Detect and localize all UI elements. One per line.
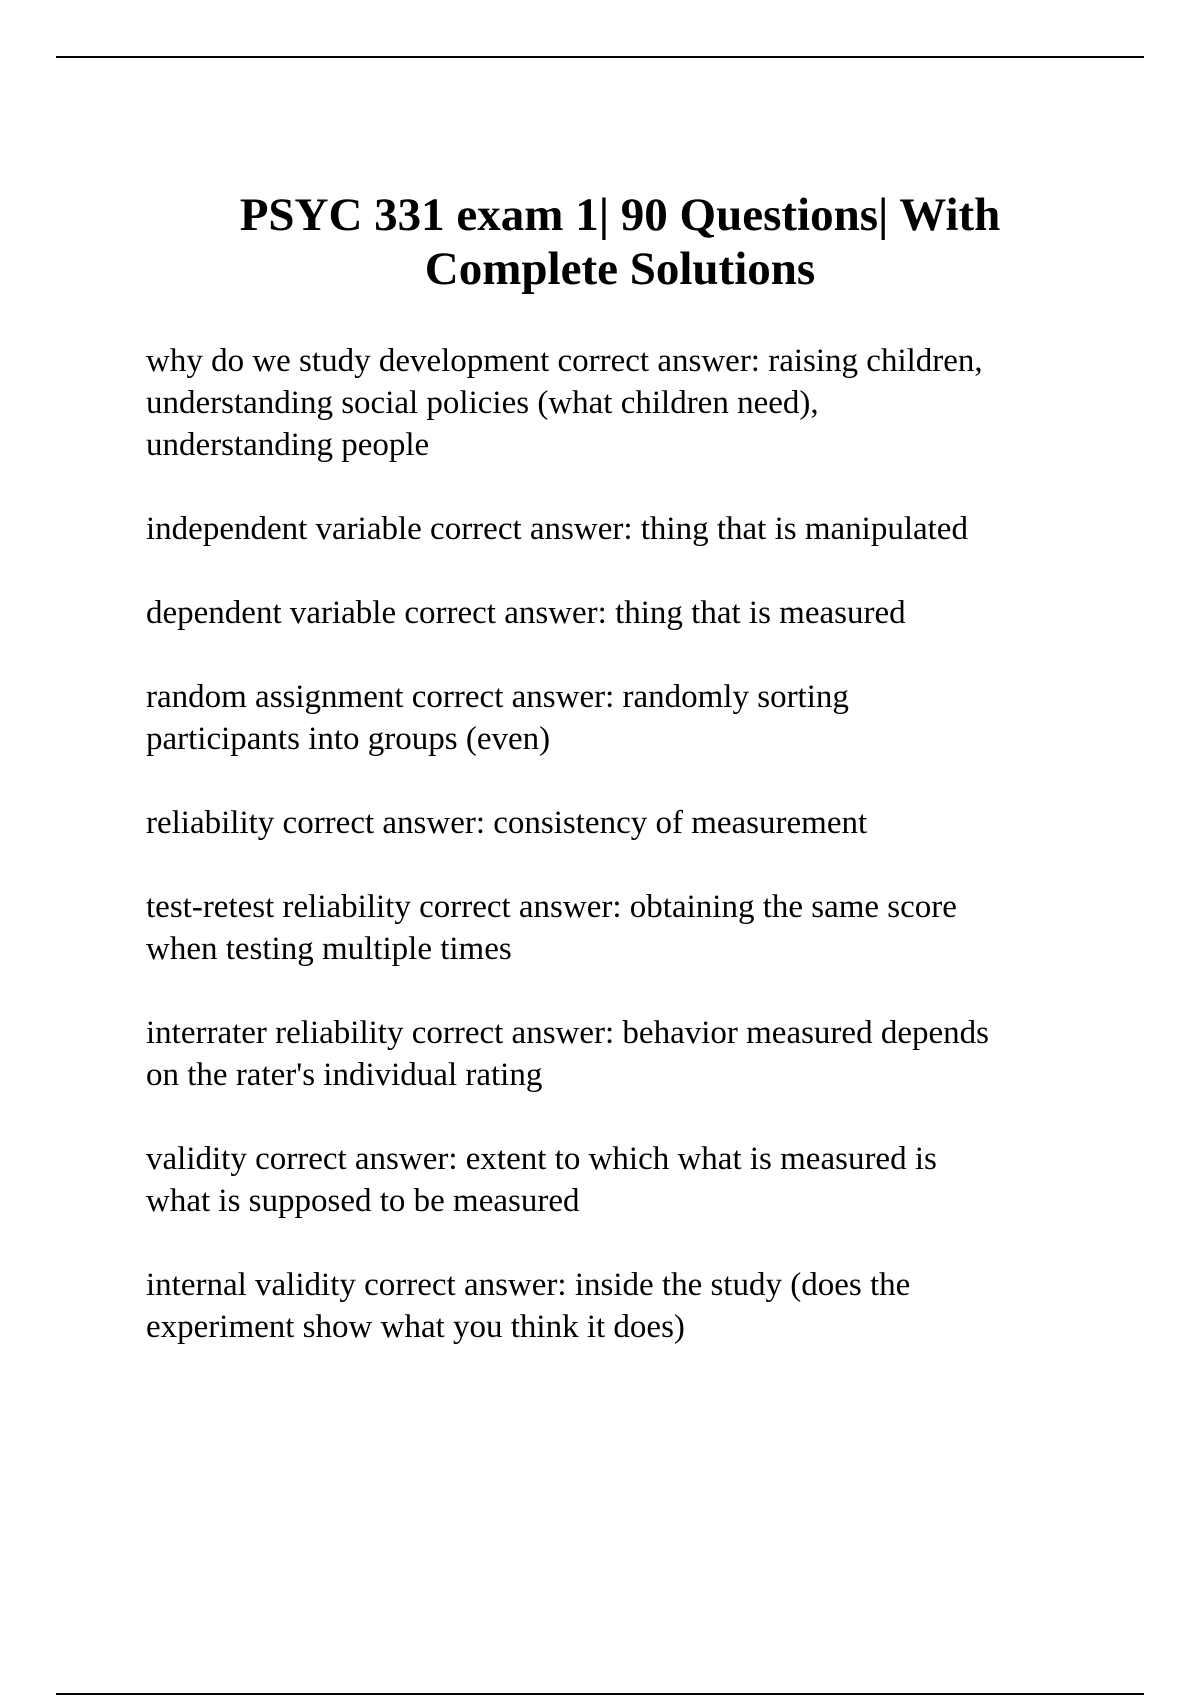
qa-line: what is supposed to be measured bbox=[146, 1183, 580, 1219]
document-title bbox=[100, 188, 1140, 296]
title-line-2: Complete Solutions bbox=[424, 243, 816, 295]
qa-item bbox=[146, 886, 1146, 970]
qa-item bbox=[146, 592, 1146, 634]
qa-line: independent variable correct answer: thing that is manipulated bbox=[146, 511, 968, 547]
qa-line: test-retest reliability correct answer: obtaining the same score bbox=[146, 889, 957, 925]
qa-line: understanding people bbox=[146, 427, 430, 463]
qa-item bbox=[146, 340, 1146, 466]
bottom-rule bbox=[56, 1693, 1144, 1695]
top-rule bbox=[56, 56, 1144, 58]
title-line-1: PSYC 331 exam 1| 90 Questions| With bbox=[239, 189, 1001, 241]
qa-line: dependent variable correct answer: thing that is measured bbox=[146, 595, 906, 631]
qa-list bbox=[146, 340, 1146, 1390]
qa-line: internal validity correct answer: inside the study (does the bbox=[146, 1267, 911, 1303]
qa-line: understanding social policies (what children need), bbox=[146, 385, 819, 421]
qa-line: why do we study development correct answer: raising children, bbox=[146, 343, 983, 379]
qa-line: when testing multiple times bbox=[146, 931, 512, 967]
qa-line: random assignment correct answer: randomly sorting bbox=[146, 679, 849, 715]
qa-line: experiment show what you think it does) bbox=[146, 1309, 685, 1345]
qa-line: interrater reliability correct answer: behavior measured depends bbox=[146, 1015, 989, 1051]
qa-line: validity correct answer: extent to which what is measured is bbox=[146, 1141, 937, 1177]
qa-item bbox=[146, 1138, 1146, 1222]
qa-line: on the rater's individual rating bbox=[146, 1057, 543, 1093]
qa-item bbox=[146, 802, 1146, 844]
qa-item bbox=[146, 1264, 1146, 1348]
qa-item bbox=[146, 1012, 1146, 1096]
qa-line: reliability correct answer: consistency of measurement bbox=[146, 805, 868, 841]
qa-item bbox=[146, 508, 1146, 550]
qa-item bbox=[146, 676, 1146, 760]
qa-line: participants into groups (even) bbox=[146, 721, 551, 757]
